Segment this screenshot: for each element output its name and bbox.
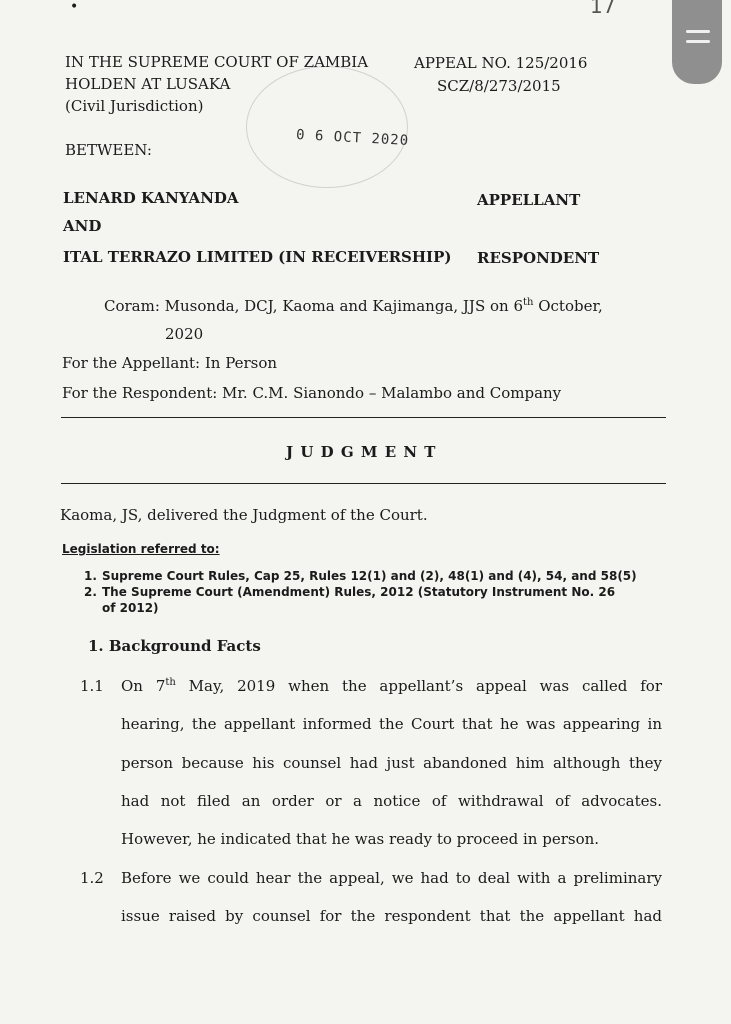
appellant-role: APPELLANT — [477, 191, 581, 209]
judgment-title: J U D G M E N T — [286, 443, 437, 461]
legislation-heading: Legislation referred to: — [62, 542, 220, 556]
scan-mark: • — [70, 0, 79, 15]
coram-line — [104, 297, 603, 315]
divider-top — [61, 417, 666, 418]
legislation-item-1-number: 1. — [84, 569, 97, 583]
legislation-item-2-number: 2. — [84, 585, 97, 599]
coram-sup: th — [523, 297, 534, 308]
section-heading: 1. Background Facts — [88, 637, 261, 655]
court-name: IN THE SUPREME COURT OF ZAMBIA — [65, 53, 369, 71]
page-number-mark: 17 — [590, 0, 616, 18]
para-1-1-line-2: hearing, the appellant informed the Court that he was appearing in — [121, 715, 662, 733]
appellant-name: LENARD KANYANDA — [63, 189, 239, 207]
appellant-counsel: For the Appellant: In Person — [62, 354, 278, 372]
jurisdiction: (Civil Jurisdiction) — [65, 97, 204, 115]
legislation-item-2: The Supreme Court (Amendment) Rules, 2012 (Statutory Instrument No. 26 — [102, 585, 616, 599]
para-1-2-line-2: issue raised by counsel for the respondent that the appellant had — [121, 907, 662, 925]
legislation-item-1: Supreme Court Rules, Cap 25, Rules 12(1) and (2), 48(1) and (4), 54, and 58(5) — [102, 569, 637, 583]
between-label: BETWEEN: — [65, 141, 152, 159]
respondent-role: RESPONDENT — [477, 249, 600, 267]
para-1-1-line-1 — [121, 677, 662, 695]
stamp-date: 0 6 OCT 2020 — [295, 127, 410, 149]
delivered-by: Kaoma, JS, delivered the Judgment of the Court. — [60, 506, 428, 524]
para-text-end: May, 2019 when the appellant’s appeal was called for — [175, 677, 662, 695]
coram-year: 2020 — [165, 325, 204, 343]
para-text: On 7 — [121, 677, 166, 695]
appeal-number: APPEAL NO. 125/2016 — [414, 54, 588, 72]
respondent-counsel: For the Respondent: Mr. C.M. Sianondo – Malambo and Company — [62, 384, 562, 402]
coram-text-end: October, — [533, 297, 603, 315]
case-reference: SCZ/8/273/2015 — [437, 77, 561, 95]
menu-button[interactable] — [672, 0, 722, 84]
para-1-1-number: 1.1 — [80, 677, 104, 695]
court-registry-stamp — [246, 66, 408, 188]
divider-bottom — [61, 483, 666, 484]
hamburger-menu-icon — [686, 30, 710, 33]
legislation-item-2-cont: of 2012) — [102, 601, 159, 615]
court-location: HOLDEN AT LUSAKA — [65, 75, 231, 93]
para-1-2-number: 1.2 — [80, 869, 104, 887]
para-sup: th — [165, 677, 176, 688]
para-1-2-line-1: Before we could hear the appeal, we had to deal with a preliminary — [121, 869, 662, 887]
para-1-1-line-4: had not filed an order or a notice of withdrawal of advocates. — [121, 792, 662, 810]
para-1-1-line-5: However, he indicated that he was ready to proceed in person. — [121, 830, 600, 848]
and-label: AND — [63, 217, 102, 235]
hamburger-menu-icon-bar — [686, 40, 710, 43]
coram-text: Coram: Musonda, DCJ, Kaoma and Kajimanga, JJS on 6 — [104, 297, 523, 315]
para-1-1-line-3: person because his counsel had just abandoned him although they — [121, 754, 662, 772]
respondent-name: ITAL TERRAZO LIMITED (IN RECEIVERSHIP) — [63, 248, 452, 266]
